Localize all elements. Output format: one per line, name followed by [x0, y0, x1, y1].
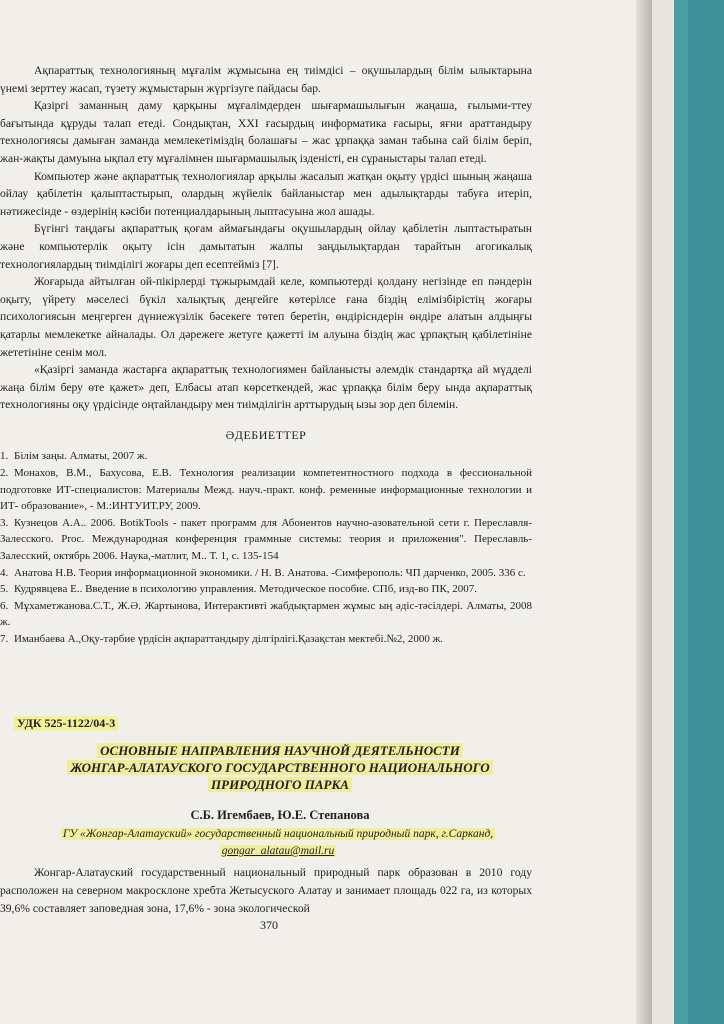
authors: С.Б. Игембаев, Ю.Е. Степанова [190, 808, 370, 822]
paragraph: Бүгінгі таңдағы ақпараттық қоғам аймағындағы оқушылардың ойлау қабілетін лыптастыратын және компьютерлік оқыту ісін дамытатын жалпы заңдылықтардан тарайтын агогикалық технологиялардың тиімділігі жоғары деп есептейміз [7]. [0, 222, 532, 271]
adjacent-page-edge [652, 0, 674, 1024]
paragraph: Жоғарыда айтылған ой-пікірлерді тұжырымдай келе, компьютерді қолдану негізінде еп пәндерін оқыту, үйрету мәселесі бүкіл халықтық деңгейге көтерілсе ғана біздің елімізбірістің жоғары психологиясын меңгерген дүниежүзілік бәсекеге төтеп беретін, өндірісндерін өндіре алатын алдыңғы қатарлы мемлекетке айналады. Ол дәрежеге жетуге қажетті ім алуына біздің жас ұрпақтың қабілетініне жететініне сенім мол. [0, 275, 532, 359]
references-list [0, 448, 532, 647]
affiliation-block [8, 826, 548, 860]
title-line: ПРИРОДНОГО ПАРКА [208, 777, 352, 792]
udk-code: УДК 525-1122/04-3 [14, 716, 118, 731]
reference-item: 7. Иманбаева А.,Оқу-тәрбие үрдісін ақпараттандыру ділгірлігі.Қазақстан мектебі.№2, 2000 ж. [0, 633, 443, 645]
reference-item: 1. Білім заңы. Алматы, 2007 ж. [0, 450, 148, 463]
affiliation: ГУ «Жонгар-Алатауский» государственный национальный природный парк, г.Сарканд, [62, 828, 494, 840]
references-title: ӘДЕБИЕТТЕР [225, 427, 307, 442]
main-text [0, 62, 532, 648]
reference-item: 3. Кузнецов А.А.. 2006. BotikTools - пакет программ для Абонентов научно-азовательной сети г. Переславля-Залесского. Proc. Международная конференция граммные системы: теория и приложения". Переславль-Залесский, октябрь 2006. Наука,-матлит, М.. Т. 1, с. 135-154 [0, 516, 532, 563]
abstract-text: Жонгар-Алатауский государственный национальный природный парк образован в 2010 году расположен на северном макросклоне хребта Жетысуского Алатау и занимает площадь 022 га, из которых 39,6% составляет заповедная зона, 17,6% - зона экологической [0, 866, 532, 915]
reference-item: 6. Мұхаметжанова.С.Т., Ж.Ә. Жартынова, Интерактивті жабдықтармен жұмыс ың әдіс-тәсілдері. Алматы, 2008 ж. [0, 599, 532, 629]
paragraph: Ақпараттық технологияның мұғалім жұмысына ең тиімдісі – оқушылардың білім ылыктарына үнемі зерттеу жасап, түзету жұмыстарын жүргізуге пайдасы бар. [0, 64, 532, 95]
page-number: 370 [260, 918, 278, 932]
abstract [0, 864, 532, 918]
paragraph: Қазіргі заманның даму қарқыны мұғалімдерден шығармашылығын жаңаша, ғылыми-ттеу бағытында құруды талап етеді. Сондықтан, XXI ғасырдың информатика ғасыры, яғни араттандыру технологиясы дамыған заманда мемлекетіміздің болашағы – жас ұрпаққа заман табына сай білім беріп, жан-жақты дамуына ықпал ету мұғалімнен шығармашылық ізденісті, ен сұраныстары талап етеді. [0, 99, 532, 165]
title-line: ОСНОВНЫЕ НАПРАВЛЕНИЯ НАУЧНОЙ ДЕЯТЕЛЬНОСТИ [97, 743, 463, 758]
reference-item: 4. Анатова Н.В. Теория информационной экономики. / Н. В. Анатова. -Симферополь: ЧП дарченко, 2005. 336 с. [0, 566, 526, 579]
reference-item: 5. Кудрявцева Е.. Введение в психологию управления. Методическое пособие. СПб, изд-во ПК, 2007. [0, 583, 478, 596]
title-line: ЖОНГАР-АЛАТАУСКОГО ГОСУДАРСТВЕННОГО НАЦИОНАЛЬНОГО [67, 760, 492, 775]
paragraph: Компьютер және ақпараттық технологиялар арқылы жасалып жатқан оқыту үрдісі шының жаңаша ойлау қабілетін қалыптастырып, олардың жүйелік байланыстар мен адылықтарды табуға итеріп, нәтижесінде - өздерінің кәсіби потенциалдарының лыптасуына жол ашады. [0, 169, 532, 218]
paragraph: «Қазіргі заманда жастарға ақпараттық технологиямен байланысты әлемдік стандартқа ай мүдделі жаңа білім беру өте қажет» деп, Елбасы атап көрсеткендей, жас ұрпаққа білім беру ында ақпараттық технологияны оқу үрдісінде оңтайландыру мен тиімділігін арттырудың ызы зор деп білемін. [0, 363, 532, 412]
reference-item: 2. Монахов, В.М., Бахусова, Е.В. Технология реализации компетентностного подхода в фессиональной подготовке ИТ-специалистов: Материалы Межд. науч.-практ. конф. ременные информационные технологии и ИТ- образование», - М.:ИНТУИТ.РУ, 2009. [0, 467, 532, 513]
book-cover-inner [688, 0, 724, 1024]
page-fold-shadow [636, 0, 652, 1024]
article-title [40, 742, 520, 793]
email-link[interactable]: gongar_alatau@mail.ru [221, 845, 335, 857]
